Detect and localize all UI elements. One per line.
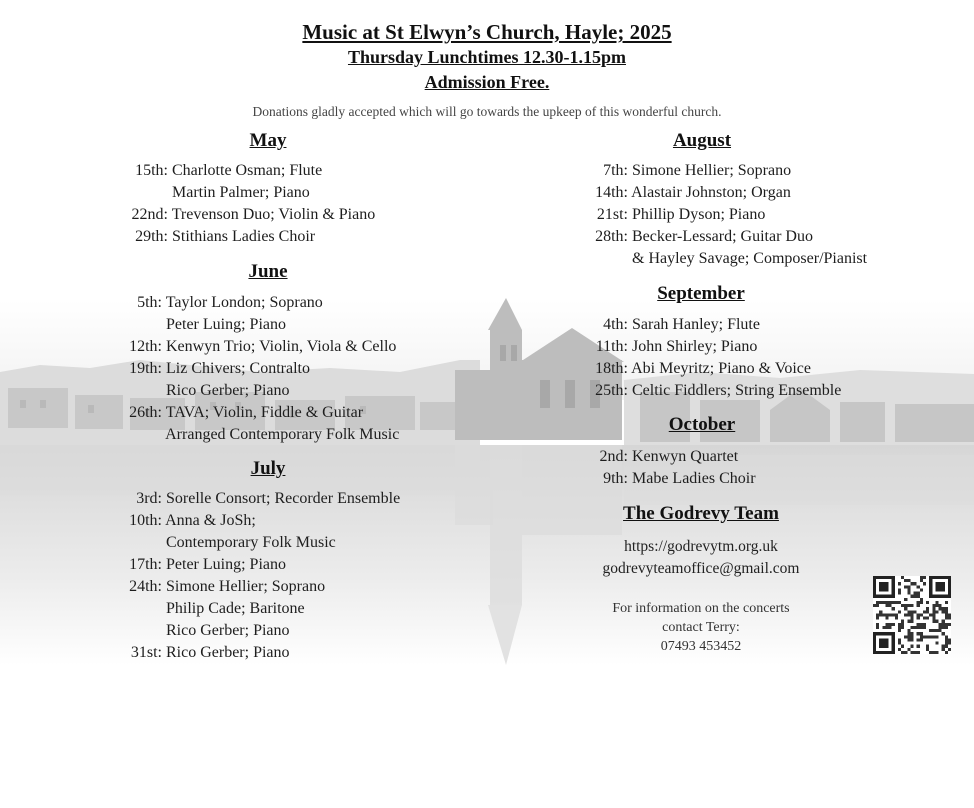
- entry-date: 31st:: [130, 644, 162, 661]
- list-item: [104, 292, 323, 314]
- entry-text: Arranged Contemporary Folk Music: [165, 426, 400, 443]
- section-heading-july: July: [250, 458, 286, 479]
- list-item: [104, 424, 399, 446]
- entry-text: Peter Luing; Piano: [166, 556, 286, 573]
- list-item: [110, 182, 310, 204]
- entry-date: 22nd:: [131, 206, 168, 223]
- entry-date: 15th:: [135, 162, 168, 179]
- entry-text: John Shirley; Piano: [632, 338, 758, 355]
- page-title: Music at St Elwyn’s Church, Hayle; 2025: [302, 20, 672, 44]
- entry-text: Kenwyn Quartet: [632, 448, 739, 465]
- list-item: [570, 226, 813, 248]
- list-item: [570, 446, 738, 468]
- section-heading-may: May: [249, 130, 287, 151]
- list-item: [104, 314, 286, 336]
- entry-text: Becker-Lessard; Guitar Duo: [632, 228, 813, 245]
- entry-text: Peter Luing; Piano: [166, 316, 286, 333]
- list-item: [570, 468, 756, 490]
- entry-text: Trevenson Duo; Violin & Piano: [171, 206, 376, 223]
- entry-text: Philip Cade; Baritone: [166, 600, 305, 617]
- entry-date: 4th:: [603, 316, 628, 333]
- section-heading-june: June: [248, 261, 288, 282]
- team-heading: The Godrevy Team: [623, 503, 779, 524]
- list-item: [104, 576, 325, 598]
- list-item: [104, 620, 290, 642]
- entry-text: Sorelle Consort; Recorder Ensemble: [166, 490, 401, 507]
- entry-date: 7th:: [603, 162, 628, 179]
- entry-text: Celtic Fiddlers; String Ensemble: [632, 382, 842, 399]
- entry-text: Simone Hellier; Soprano: [166, 578, 326, 595]
- entry-text: Kenwyn Trio; Violin, Viola & Cello: [166, 338, 397, 355]
- entry-text: Alastair Johnston; Organ: [631, 184, 791, 201]
- page-subtitle: Thursday Lunchtimes 12.30-1.15pm: [347, 47, 627, 67]
- entry-date: 28th:: [595, 228, 628, 245]
- list-item: [570, 248, 867, 270]
- list-item: [104, 380, 290, 402]
- list-item: [104, 598, 305, 620]
- entry-date: 19th:: [129, 360, 162, 377]
- entry-date: 14th:: [595, 184, 628, 201]
- entry-date: 9th:: [603, 470, 628, 487]
- donations-note: Donations gladly accepted which will go towards the upkeep of this wonderful church.: [252, 104, 722, 119]
- entry-text: Liz Chivers; Contralto: [166, 360, 310, 377]
- entry-date: 10th:: [129, 512, 162, 529]
- list-item: [104, 336, 396, 358]
- list-item: [570, 314, 760, 336]
- entry-text: Mabe Ladies Choir: [632, 470, 756, 487]
- list-item: [104, 510, 256, 532]
- entry-date: 24th:: [129, 578, 162, 595]
- section-heading-august: August: [672, 130, 732, 151]
- contact-phone: 07493 453452: [660, 639, 742, 654]
- list-item: [110, 226, 315, 248]
- info-line-2: contact Terry:: [662, 620, 740, 635]
- list-item: [104, 402, 363, 424]
- entry-text: Contemporary Folk Music: [166, 534, 336, 551]
- list-item: [570, 358, 811, 380]
- entry-text: Phillip Dyson; Piano: [632, 206, 766, 223]
- admission-note: Admission Free.: [424, 72, 550, 92]
- entry-text: Martin Palmer; Piano: [172, 184, 310, 201]
- list-item: [110, 160, 322, 182]
- entry-text: Taylor London; Soprano: [165, 294, 323, 311]
- entry-text: Sarah Hanley; Flute: [632, 316, 760, 333]
- list-item: [104, 642, 290, 664]
- entry-date: 3rd:: [136, 490, 162, 507]
- entry-text: TAVA; Violin, Fiddle & Guitar: [165, 404, 364, 421]
- list-item: [570, 204, 765, 226]
- list-item: [104, 358, 310, 380]
- list-item: [104, 532, 336, 554]
- team-email: godrevyteamoffice@gmail.com: [602, 560, 800, 577]
- entry-text: Rico Gerber; Piano: [166, 644, 290, 661]
- entry-date: 12th:: [129, 338, 162, 355]
- entry-date: 18th:: [595, 360, 628, 377]
- list-item: [570, 380, 841, 402]
- entry-text: Charlotte Osman; Flute: [172, 162, 323, 179]
- entry-text: Abi Meyritz; Piano & Voice: [631, 360, 811, 377]
- section-heading-september: September: [657, 283, 745, 304]
- list-item: [110, 204, 375, 226]
- entry-text: Rico Gerber; Piano: [166, 622, 290, 639]
- entry-date: 29th:: [135, 228, 168, 245]
- list-item: [570, 160, 791, 182]
- entry-date: 5th:: [137, 294, 162, 311]
- entry-date: 11th:: [595, 338, 628, 355]
- info-line-1: For information on the concerts: [612, 601, 790, 616]
- entry-date: 2nd:: [599, 448, 628, 465]
- entry-text: Anna & JoSh;: [165, 512, 256, 529]
- entry-text: & Hayley Savage; Composer/Pianist: [632, 250, 868, 267]
- entry-text: Stithians Ladies Choir: [172, 228, 316, 245]
- entry-date: 26th:: [129, 404, 162, 421]
- entry-text: Simone Hellier; Soprano: [632, 162, 792, 179]
- list-item: [104, 488, 400, 510]
- entry-text: Rico Gerber; Piano: [166, 382, 290, 399]
- list-item: [570, 336, 757, 358]
- section-heading-october: October: [668, 414, 736, 435]
- entry-date: 21st:: [596, 206, 628, 223]
- entry-date: 25th:: [595, 382, 628, 399]
- entry-date: 17th:: [129, 556, 162, 573]
- team-website: https://godrevytm.org.uk: [624, 538, 778, 555]
- list-item: [104, 554, 286, 576]
- list-item: [570, 182, 791, 204]
- qr-code-icon: [873, 576, 951, 654]
